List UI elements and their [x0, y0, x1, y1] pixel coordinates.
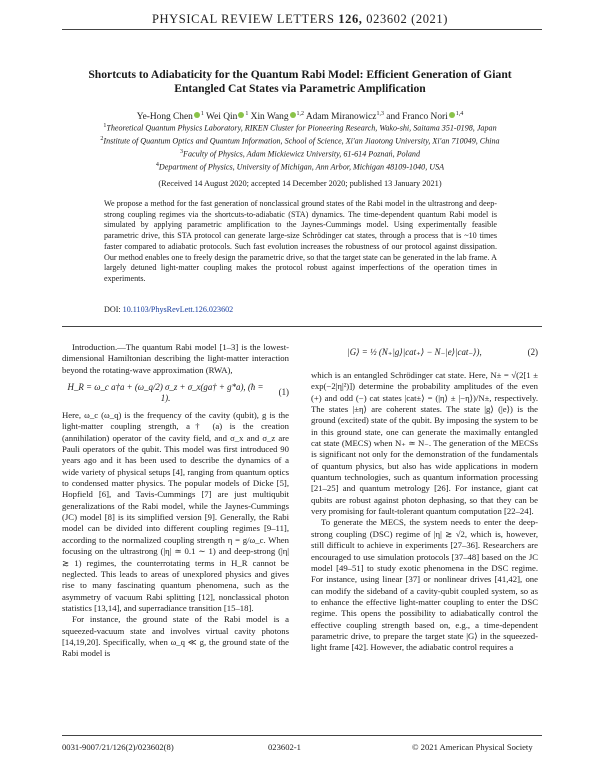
journal-name: PHYSICAL REVIEW LETTERS [151, 12, 335, 26]
author-list: Ye-Hong Chen $^1$ Wei Qin $^1$ Xin Wang $^{1,2}$ Adam Miranowicz$^{1,3}$ and Franco Nori $^{1,4}$ [136, 111, 464, 123]
equation-formula: H_R = ω_c a†a + (ω_q/2) σ_z + σ_x(ga† + g*a), (ħ = 1). [67, 381, 264, 404]
author-name: Wei Qin [206, 112, 238, 123]
equation-1 [62, 382, 289, 404]
left-column [62, 342, 289, 660]
author-name: Ye-Hong Chen [136, 112, 193, 123]
body-paragraph: To generate the MECS, the system needs to enter the deep-strong coupling (DSC) regime of |η| ≳ √2, which is, however, still difficult to achieve in experiments [27–36]. Researchers are encouraged to use simulation protocols [37–48] based on the JC model [49–51] to study exotic phenomena in the DSC regime. For instance, using linear [37] or nonlinear drives [41,42], one can modify the sideband of a cavity-qubit coupled system, so as to enhance the effective light-matter coupling to enter the DSC regime. This opens the possibility to adiabatically control the effective coupling strength based on, e.g., a time-dependent parametric drive, to prepare the target state |G⟩ in the squeezed-light frame [42]. However, the adiabatic control requires a [311, 517, 538, 653]
paper-title [50, 68, 550, 96]
body-paragraph: For instance, the ground state of the Rabi model is a squeezed-vacuum state and involves virtual cavity photons [14,19,20]. Specifically, when ω_q ≪ g, the ground state of the Rabi model is [62, 614, 289, 659]
author-name: Adam Miranowicz [305, 112, 377, 123]
affiliation: $^2$Institute of Quantum Optics and Quantum Information, School of Science, Xi'an Jiaotong University, Xi'an 710049, China [100, 136, 500, 146]
title-line-1: Shortcuts to Adiabaticity for the Quantum Rabi Model: Efficient Generation of Giant [88, 68, 512, 81]
article-number: 023602 (2021) [366, 12, 449, 26]
author-affiliation-mark: 1,2 [296, 111, 305, 117]
journal-volume: 126, [338, 12, 363, 26]
author-name: Franco Nori [402, 112, 448, 123]
author-affiliation-mark: 1 [200, 111, 204, 117]
author-affiliation-mark: 1,4 [455, 111, 464, 117]
orcid-icon[interactable] [194, 112, 200, 118]
journal-header [0, 12, 600, 27]
right-column [311, 342, 538, 654]
intro-paragraph: Introduction.—The quantum Rabi model [1–3] is the lowest-dimensional Hamiltonian describing the light-matter interaction beyond the rotating-wave approximation (RWA), [62, 342, 289, 375]
header-rule [62, 29, 542, 30]
received-dates: (Received 14 August 2020; accepted 14 December 2020; published 13 January 2021) [158, 179, 442, 188]
orcid-icon[interactable] [449, 112, 455, 118]
abstract-rule [62, 326, 542, 327]
equation-number: (2) [527, 347, 538, 358]
footer-copyright: © 2021 American Physical Society [412, 742, 533, 752]
footer-page: 023602-1 [268, 742, 301, 752]
orcid-icon[interactable] [290, 112, 296, 118]
affiliation: $^3$Faculty of Physics, Adam Mickiewicz University, 61-614 Poznań, Poland [180, 149, 420, 159]
abstract: We propose a method for the fast generation of nonclassical ground states of the Rabi model in the ultrastrong and deep-strong coupling regimes via the shortcuts-to-adiabatic (STA) dynamics. The time-dependent quantum Rabi model is simulated by applying parametric amplification to the Jaynes-Cummings model. Using experimentally feasible parametric drive, this STA protocol can generate large-size Schrödinger cat states, through a process that is ~10 times faster compared to adiabatic protocols. Such fast evolution increases the robustness of our protocol against dissipation. Our method enables one to freely design the parametric drive, so that the target state can be generated in the lab frame. A largely detuned light-matter coupling makes the protocol robust against imperfections of the operation times in experiments. [104, 199, 497, 283]
equation-number: (1) [278, 387, 289, 398]
doi-label: DOI: [104, 305, 121, 314]
doi-line [104, 305, 497, 314]
body-paragraph: which is an entangled Schrödinger cat state. Here, N± = √(2[1 ± exp(−2|η|²)]) determine the probability amplitudes of the even (+) and odd (−) cat states |cat±⟩ = (|η⟩ ± |−η⟩)/N±, respectively. The states |±η⟩ are coherent states. The state |g⟩ (|e⟩) is the ground (excited) state of the qubit. By imposing the system to be in this ground state, one can generate the maximally entangled cat state (MECS) when N₊ ≃ N₋. The generation of the MECSs is significant not only for the demonstration of the fundamentals of quantum physics, but also has wide applications in modern quantum technologies, such as quantum information processing [21–25] and quantum metrology [26]. For instance, giant cat qubits are robust against photon dephasing, so that they can be very promising for fault-tolerant quantum computation [22–24]. [311, 370, 538, 517]
footer-rule [62, 735, 542, 736]
author-affiliation-mark: 1 [245, 111, 249, 117]
body-paragraph: Here, ω_c (ω_q) is the frequency of the cavity (qubit), g is the light-matter coupling strength, a† (a) is the creation (annihilation) operator of the cavity field, and σ_x and σ_z are Pauli operators of the qubit. This model was first introduced 90 years ago and it has been used to describe the dynamics of a wide variety of physical setups [4], ranging from quantum optics to condensed matter physics. The popular models of Dicke [5], Hopfield [6], and Tavis-Cummings [7] are just multiqubit generalizations of the Rabi model, while the Jaynes-Cummings (JC) model [8] is its simplified version [9]. Generally, the Rabi model can be divided into different coupling regimes [9–11], according to the normalized coupling strength η = g/ω_c. When focusing on the ultrastrong (|η| ≃ 0.1 ∼ 1) and deep-strong (|η| ≳ 1) regimes, the counterrotating terms in H_R cannot be neglected. This leads to areas of unexplored physics and gives rise to many fascinating quantum phenomena, such as the asymmetry of vacuum Rabi splitting [12], nonclassical photon statistics [13,14], and superradiance transition [15–18]. [62, 410, 289, 613]
equation-2 [311, 342, 538, 364]
footer-issn: 0031-9007/21/126(2)/023602(8) [62, 742, 174, 752]
affiliation: $^4$Department of Physics, University of Michigan, Ann Arbor, Michigan 48109-1040, USA [155, 162, 445, 172]
author-name: Xin Wang [250, 112, 289, 123]
title-line-2: Entangled Cat States via Parametric Amplification [174, 82, 426, 95]
affiliations [40, 121, 560, 173]
affiliation: $^1$Theoretical Quantum Physics Laboratory, RIKEN Cluster for Pioneering Research, Wako-shi, Saitama 351-0198, Japan [103, 123, 497, 133]
author-affiliation-mark: 1,3 [376, 111, 384, 117]
orcid-icon[interactable] [238, 112, 244, 118]
equation-formula: |G⟩ = ½ (N₊|g⟩|cat₊⟩ − N₋|e⟩|cat₋⟩), [347, 347, 482, 358]
doi-link[interactable]: 10.1103/PhysRevLett.126.023602 [122, 305, 234, 314]
